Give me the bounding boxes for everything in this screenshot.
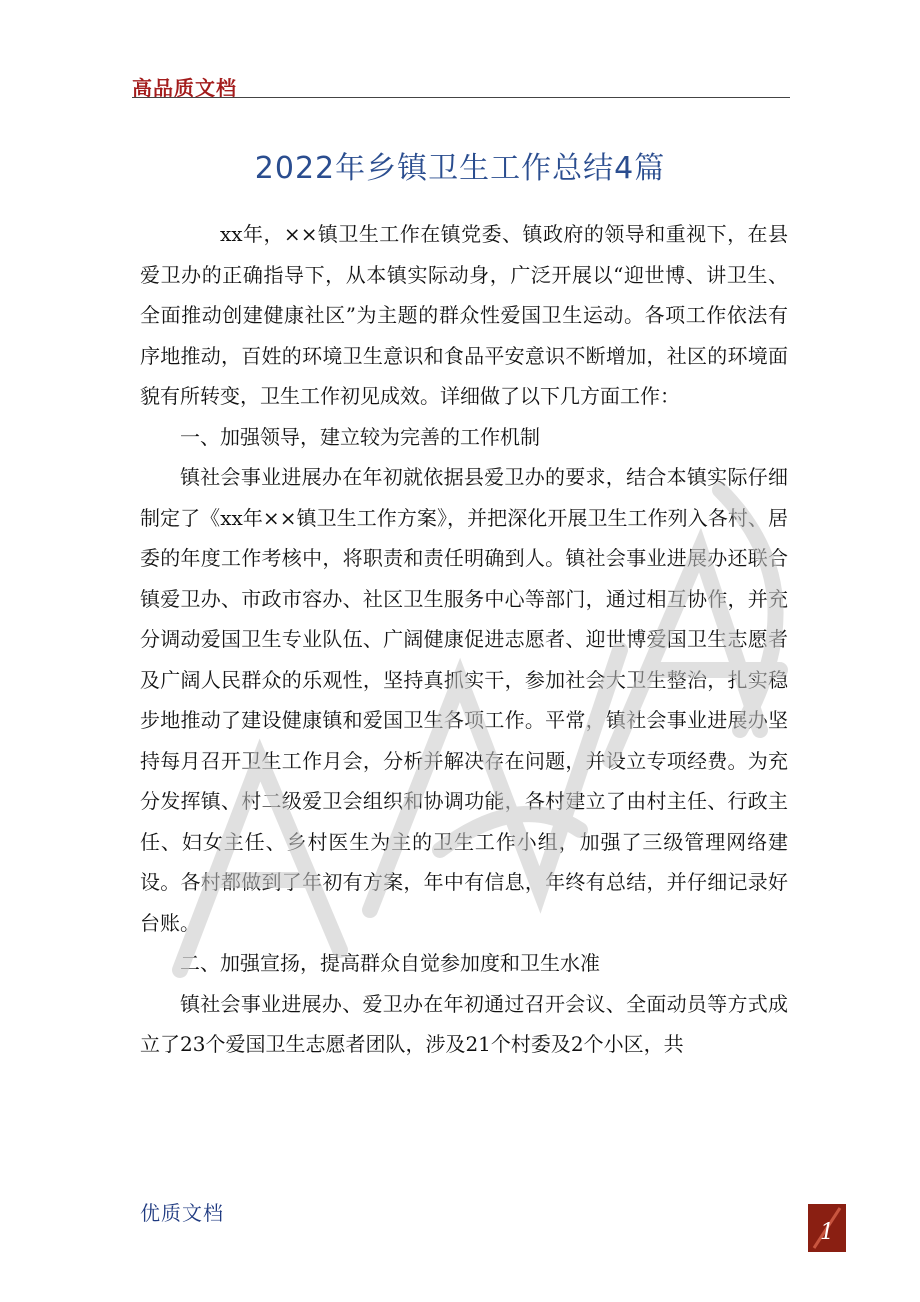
- document-body: [140, 214, 788, 1065]
- footer-label: 优质文档: [140, 1201, 224, 1225]
- paragraph-intro: xx年，××镇卫生工作在镇党委、镇政府的领导和重视下，在县爱卫办的正确指导下，从本镇实际动身，广泛开展以“迎世博、讲卫生、全面推动创建健康社区”为主题的群众性爱国卫生运动。各项工作依法有序地推动，百姓的环境卫生意识和食品平安意识不断增加，社区的环境面貌有所转变，卫生工作初见成效。详细做了以下几方面工作：: [140, 222, 788, 408]
- document-title: 2022年乡镇卫生工作总结4篇: [254, 151, 666, 186]
- section-heading-1: 一、加强领导，建立较为完善的工作机制: [180, 424, 540, 449]
- page-number-badge: [808, 1204, 846, 1252]
- section-heading-2: 二、加强宣扬，提高群众自觉参加度和卫生水准: [180, 951, 600, 975]
- header-label: 高品质文档: [132, 76, 237, 100]
- page-number: 1: [820, 1220, 834, 1245]
- paragraph-section-1: 镇社会事业进展办在年初就依据县爱卫办的要求，结合本镇实际仔细制定了《xx年××镇卫生工作方案》，并把深化开展卫生工作列入各村、居委的年度工作考核中，将职责和责任明确到人。镇社会事业进展办还联合镇爱卫办、市政市容办、社区卫生服务中心等部门，通过相互协作，并充分调动爱国卫生专业队伍、广阔健康促进志愿者、迎世博爱国卫生志愿者及广阔人民群众的乐观性，坚持真抓实干，参加社会大卫生整治，扎实稳步地推动了建设健康镇和爱国卫生各项工作。平常，镇社会事业进展办坚持每月召开卫生工作月会，分析并解决存在问题，并设立专项经费。为充分发挥镇、村二级爱卫会组织和协调功能，各村建立了由村主任、行政主任、妇女主任、乡村医生为主的卫生工作小组，加强了三级管理网络建设。各村都做到了年初有方案，年中有信息，年终有总结，并仔细记录好台账。: [140, 465, 788, 935]
- header-divider: [132, 97, 790, 98]
- paragraph-section-2: 镇社会事业进展办、爱卫办在年初通过召开会议、全面动员等方式成立了23个爱国卫生志愿者团队，涉及21个村委及2个小区，共: [140, 991, 788, 1056]
